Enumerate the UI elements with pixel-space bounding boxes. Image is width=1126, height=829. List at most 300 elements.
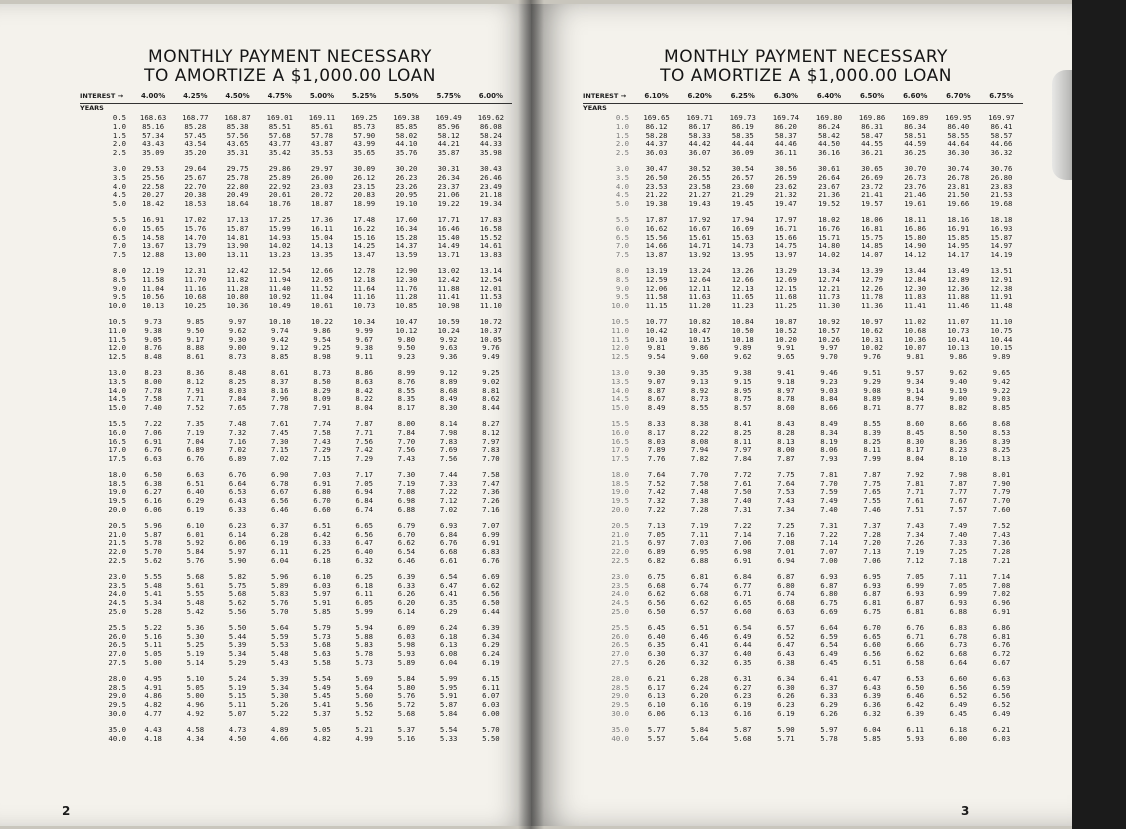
payment-cell: 17.87 [645, 214, 668, 224]
payment-cell: 15.87 [990, 232, 1013, 242]
payment-cell: 10.05 [479, 334, 502, 344]
payment-cell: 10.73 [947, 325, 970, 335]
payment-cell: 7.87 [949, 478, 968, 488]
years-cell: 7.5 [112, 250, 126, 260]
payment-cell: 12.06 [645, 283, 668, 293]
payment-cell: 5.71 [777, 733, 795, 743]
payment-cell: 13.24 [688, 265, 711, 275]
payment-cell: 7.87 [355, 418, 373, 428]
payment-cell: 6.81 [992, 631, 1011, 641]
payment-cell: 9.42 [992, 376, 1011, 386]
payment-cell: 44.42 [688, 139, 711, 149]
years-cell: 23.5 [108, 580, 126, 590]
table-row [80, 455, 512, 464]
payment-cell: 19.43 [688, 199, 711, 209]
payment-cell: 6.74 [777, 589, 795, 599]
payment-cell: 8.43 [777, 418, 795, 428]
payment-cell: 8.78 [777, 394, 795, 404]
payment-cell: 5.22 [270, 709, 289, 719]
payment-cell: 58.12 [437, 130, 460, 140]
payment-cell: 14.95 [947, 241, 970, 251]
payment-cell: 21.41 [861, 190, 884, 200]
payment-cell: 13.19 [645, 265, 668, 275]
payment-cell: 6.56 [992, 691, 1011, 701]
payment-cell: 8.25 [733, 427, 752, 437]
payment-cell: 10.75 [990, 325, 1013, 335]
payment-cell: 13.67 [142, 241, 165, 251]
years-cell: 24.5 [108, 598, 126, 608]
payment-cell: 6.38 [777, 658, 795, 668]
payment-cell: 15.75 [861, 232, 884, 242]
payment-cell: 7.75 [777, 469, 795, 479]
payment-cell: 6.59 [992, 682, 1011, 692]
payment-cell: 6.03 [397, 631, 416, 641]
payment-cell: 7.61 [906, 496, 924, 506]
payment-cell: 9.22 [992, 385, 1011, 395]
payment-cell: 6.26 [820, 709, 838, 719]
payment-cell: 7.58 [690, 478, 709, 488]
payment-cell: 58.55 [947, 130, 970, 140]
payment-cell: 7.08 [777, 538, 795, 548]
payment-cell: 8.55 [397, 385, 416, 395]
years-cell: 21.5 [611, 538, 629, 548]
years-cell: 26.5 [611, 640, 629, 650]
payment-cell: 6.30 [647, 649, 666, 659]
payment-cell: 5.26 [270, 700, 289, 710]
payment-cell: 6.63 [992, 673, 1011, 683]
payment-cell: 11.41 [437, 292, 460, 302]
payment-cell: 17.92 [688, 214, 711, 224]
payment-cell: 5.37 [313, 709, 331, 719]
payment-cell: 9.76 [482, 343, 500, 353]
payment-cell: 6.62 [647, 589, 666, 599]
payment-cell: 23.37 [437, 181, 460, 191]
payment-cell: 7.30 [270, 436, 289, 446]
payment-cell: 10.15 [688, 334, 711, 344]
payment-cell: 8.06 [820, 445, 838, 455]
payment-cell: 5.58 [313, 658, 331, 668]
payment-cell: 6.43 [777, 649, 795, 659]
payment-cell: 6.26 [777, 691, 795, 701]
payment-cell: 11.20 [688, 301, 711, 311]
payment-cell: 6.49 [733, 631, 752, 641]
payment-cell: 58.47 [861, 130, 884, 140]
payment-cell: 6.27 [733, 682, 752, 692]
payment-cell: 16.22 [353, 223, 376, 233]
payment-cell: 7.48 [228, 418, 247, 428]
payment-cell: 7.11 [690, 529, 709, 539]
payment-cell: 25.56 [142, 172, 165, 182]
payment-cell: 6.47 [777, 640, 795, 650]
payment-cell: 8.68 [992, 418, 1011, 428]
payment-cell: 6.88 [949, 607, 968, 617]
payment-cell: 19.38 [645, 199, 668, 209]
years-cell: 3.5 [615, 172, 629, 182]
payment-cell: 8.85 [992, 403, 1011, 413]
years-cell: 5.0 [615, 199, 629, 209]
payment-cell: 15.87 [226, 223, 249, 233]
payment-cell: 8.11 [863, 445, 881, 455]
payment-cell: 5.54 [439, 724, 458, 734]
payment-cell: 8.76 [397, 376, 416, 386]
payment-cell: 6.45 [820, 658, 838, 668]
table-row [583, 659, 1023, 668]
payment-cell: 5.72 [397, 700, 416, 710]
payment-cell: 86.20 [774, 121, 797, 131]
payment-cell: 6.16 [144, 496, 162, 506]
payment-cell: 44.55 [861, 139, 884, 149]
payment-cell: 9.12 [270, 343, 289, 353]
payment-cell: 11.07 [947, 316, 970, 326]
payment-cell: 11.73 [818, 292, 840, 302]
payment-cell: 12.30 [395, 274, 418, 284]
payment-cell: 8.55 [863, 418, 881, 428]
payment-cell: 10.22 [311, 316, 333, 326]
payment-cell: 35.09 [142, 148, 165, 158]
payment-cell: 16.46 [437, 223, 460, 233]
payment-cell: 85.96 [437, 121, 460, 131]
payment-cell: 13.95 [731, 250, 754, 260]
years-cell: 19.0 [108, 487, 126, 497]
interest-header: INTEREST → [80, 89, 132, 103]
payment-cell: 5.77 [647, 724, 666, 734]
payment-cell: 58.28 [645, 130, 668, 140]
years-cell: 13.5 [611, 376, 629, 386]
payment-cell: 36.21 [861, 148, 884, 158]
table-row [583, 557, 1023, 566]
payment-cell: 5.97 [820, 724, 838, 734]
payment-cell: 6.78 [270, 478, 289, 488]
payment-cell: 11.25 [774, 301, 797, 311]
payment-cell: 36.32 [990, 148, 1013, 158]
payment-cell: 8.29 [313, 385, 331, 395]
years-cell: 12.0 [108, 343, 126, 353]
payment-cell: 6.26 [647, 658, 666, 668]
years-cell: 2.0 [112, 139, 126, 149]
payment-cell: 86.12 [645, 121, 668, 131]
payment-cell: 6.39 [482, 622, 500, 632]
payment-cell: 12.66 [311, 265, 333, 275]
years-cell: 2.0 [615, 139, 629, 149]
payment-cell: 6.81 [690, 571, 709, 581]
payment-cell: 7.90 [992, 478, 1011, 488]
payment-cell: 6.91 [992, 607, 1011, 617]
years-cell: 5.0 [112, 199, 126, 209]
years-cell: 5.5 [615, 214, 629, 224]
payment-cell: 17.02 [184, 214, 207, 224]
payment-cell: 6.37 [690, 649, 709, 659]
payment-cell: 6.57 [690, 607, 709, 617]
payment-cell: 6.90 [270, 469, 289, 479]
payment-cell: 7.87 [863, 469, 881, 479]
payment-cell: 9.02 [482, 376, 500, 386]
payment-cell: 7.29 [355, 454, 373, 464]
payment-cell: 9.63 [439, 343, 458, 353]
payment-cell: 30.61 [818, 163, 840, 173]
payment-cell: 14.61 [479, 241, 502, 251]
years-cell: 2.5 [112, 148, 126, 158]
years-cell: 35.0 [108, 724, 126, 734]
payment-cell: 8.48 [144, 352, 162, 362]
payment-cell: 7.81 [820, 469, 838, 479]
years-cell: 7.0 [112, 241, 126, 251]
payment-cell: 9.38 [144, 325, 162, 335]
payment-cell: 8.22 [355, 394, 373, 404]
years-cell: 20.0 [108, 505, 126, 515]
payment-cell: 7.71 [355, 427, 373, 437]
payment-cell: 7.02 [992, 589, 1011, 599]
payment-cell: 9.57 [906, 367, 924, 377]
payment-cell: 43.87 [311, 139, 333, 149]
payment-cell: 6.63 [144, 454, 162, 464]
title-line-2: TO AMORTIZE A $1,000.00 LOAN [660, 66, 952, 86]
payment-cell: 8.03 [228, 385, 247, 395]
payment-cell: 10.50 [731, 325, 754, 335]
payment-cell: 6.31 [733, 673, 752, 683]
payment-cell: 26.59 [774, 172, 797, 182]
payment-cell: 29.86 [268, 163, 291, 173]
payment-cell: 6.95 [863, 571, 881, 581]
payment-cell: 6.83 [482, 547, 500, 557]
payment-cell: 36.09 [731, 148, 754, 158]
years-cell: 9.5 [615, 292, 629, 302]
years-cell: 25.5 [611, 622, 629, 632]
payment-cell: 15.61 [688, 232, 711, 242]
payment-cell: 6.38 [144, 478, 162, 488]
years-cell: 1.5 [112, 130, 126, 140]
payment-cell: 5.62 [144, 556, 162, 566]
payment-cell: 7.43 [313, 436, 331, 446]
payment-cell: 5.44 [228, 631, 247, 641]
payment-cell: 14.93 [268, 232, 291, 242]
payment-cell: 169.65 [643, 113, 670, 122]
payment-cell: 57.68 [268, 130, 291, 140]
payment-cell: 35.42 [268, 148, 291, 158]
payment-cell: 58.02 [395, 130, 418, 140]
payment-cell: 9.85 [186, 316, 205, 326]
payment-cell: 7.20 [863, 538, 881, 548]
payment-cell: 6.93 [906, 589, 924, 599]
payment-cell: 9.89 [733, 343, 752, 353]
payment-cell: 10.82 [688, 316, 711, 326]
payment-cell: 6.29 [820, 700, 838, 710]
payment-cell: 8.97 [777, 385, 795, 395]
payment-cell: 7.52 [647, 478, 666, 488]
payment-cell: 8.37 [270, 376, 289, 386]
payment-cell: 4.58 [186, 724, 205, 734]
payment-cell: 44.37 [645, 139, 668, 149]
payment-cell: 8.25 [228, 376, 247, 386]
payment-cell: 15.85 [947, 232, 970, 242]
payment-cell: 11.04 [142, 283, 165, 293]
payment-cell: 13.90 [226, 241, 249, 251]
table-row [80, 557, 512, 566]
payment-cell: 36.16 [818, 148, 840, 158]
payment-cell: 7.05 [906, 571, 924, 581]
payment-cell: 9.07 [647, 376, 666, 386]
payment-cell: 8.66 [820, 403, 838, 413]
payment-cell: 6.69 [820, 607, 838, 617]
payment-cell: 7.40 [733, 496, 752, 506]
payment-cell: 9.50 [397, 343, 416, 353]
payment-cell: 11.10 [479, 301, 502, 311]
payment-cell: 14.90 [904, 241, 927, 251]
payment-cell: 6.21 [647, 673, 666, 683]
payment-cell: 19.47 [774, 199, 797, 209]
payment-cell: 14.07 [861, 250, 884, 260]
payment-cell: 6.70 [397, 529, 416, 539]
payment-cell: 22.70 [184, 181, 207, 191]
payment-cell: 9.50 [186, 325, 205, 335]
payment-cell: 43.99 [353, 139, 376, 149]
payment-cell: 9.62 [949, 367, 968, 377]
payment-cell: 8.17 [906, 445, 924, 455]
payment-cell: 7.60 [992, 505, 1011, 515]
payment-cell: 6.33 [228, 505, 247, 515]
payment-cell: 7.45 [270, 427, 289, 437]
payment-cell: 18.11 [904, 214, 927, 224]
payment-cell: 11.23 [731, 301, 754, 311]
payment-cell: 43.54 [184, 139, 207, 149]
payment-cell: 12.84 [904, 274, 927, 284]
payment-cell: 7.00 [820, 556, 838, 566]
payment-cell: 169.38 [393, 113, 420, 122]
payment-cell: 19.61 [904, 199, 927, 209]
payment-cell: 6.61 [439, 556, 458, 566]
payment-cell: 7.19 [690, 520, 709, 530]
years-cell: 7.5 [615, 250, 629, 260]
payment-cell: 85.51 [268, 121, 291, 131]
payment-cell: 7.12 [439, 496, 458, 506]
payment-cell: 8.73 [690, 394, 709, 404]
payment-cell: 14.13 [311, 241, 333, 251]
payment-cell: 26.57 [731, 172, 754, 182]
payment-cell: 6.75 [820, 598, 838, 608]
payment-cell: 7.14 [733, 529, 752, 539]
payment-cell: 7.83 [439, 436, 458, 446]
rate-header: 6.20% [678, 89, 721, 103]
rate-header: 6.50% [851, 89, 894, 103]
payment-cell: 6.68 [439, 547, 458, 557]
payment-cell: 169.62 [477, 113, 505, 122]
payment-cell: 6.60 [733, 607, 752, 617]
payment-cell: 5.07 [228, 709, 247, 719]
payment-cell: 10.10 [645, 334, 668, 344]
payment-cell: 8.95 [733, 385, 752, 395]
payment-cell: 9.92 [439, 334, 458, 344]
payment-cell: 6.06 [144, 505, 162, 515]
payment-cell: 6.41 [820, 673, 838, 683]
payment-cell: 9.13 [690, 376, 709, 386]
payment-cell: 11.58 [142, 274, 165, 284]
years-cell: 14.5 [108, 394, 126, 404]
payment-cell: 7.67 [949, 496, 968, 506]
payment-cell: 5.48 [144, 580, 162, 590]
payment-cell: 6.84 [355, 496, 373, 506]
payment-cell: 12.36 [947, 283, 970, 293]
payment-cell: 7.97 [733, 445, 752, 455]
payment-cell: 7.97 [482, 436, 500, 446]
payment-cell: 43.43 [142, 139, 165, 149]
payment-cell: 18.02 [818, 214, 840, 224]
payment-cell: 7.76 [647, 454, 666, 464]
payment-cell: 4.66 [270, 733, 289, 743]
payment-cell: 7.13 [647, 520, 666, 530]
payment-cell: 22.58 [142, 181, 165, 191]
payment-cell: 11.15 [645, 301, 668, 311]
payment-cell: 30.65 [861, 163, 884, 173]
payment-cell: 10.97 [861, 316, 884, 326]
years-cell: 28.5 [611, 682, 629, 692]
payment-cell: 36.30 [947, 148, 970, 158]
payment-cell: 7.16 [228, 436, 247, 446]
payment-cell: 6.57 [777, 622, 795, 632]
payment-cell: 169.25 [351, 113, 378, 122]
payment-cell: 10.52 [774, 325, 797, 335]
rate-header: 6.25% [721, 89, 764, 103]
payment-cell: 8.73 [228, 352, 247, 362]
payment-cell: 6.51 [186, 478, 205, 488]
payment-cell: 14.17 [947, 250, 970, 260]
years-cell: 16.0 [108, 427, 126, 437]
payment-cell: 7.44 [439, 469, 458, 479]
payment-cell: 7.70 [820, 478, 838, 488]
payment-cell: 25.78 [226, 172, 249, 182]
payment-cell: 7.98 [949, 469, 968, 479]
payment-cell: 20.72 [311, 190, 333, 200]
years-cell: 6.0 [112, 223, 126, 233]
payment-cell: 5.68 [228, 589, 247, 599]
payment-cell: 6.80 [313, 487, 331, 497]
payment-cell: 9.74 [270, 325, 289, 335]
payment-cell: 19.68 [990, 199, 1013, 209]
payment-cell: 9.91 [777, 343, 795, 353]
payment-cell: 29.64 [184, 163, 207, 173]
payment-cell: 6.56 [482, 589, 500, 599]
years-cell: 22.0 [108, 547, 126, 557]
payment-cell: 8.03 [647, 436, 666, 446]
payment-cell: 11.83 [904, 292, 927, 302]
payment-cell: 12.59 [645, 274, 668, 284]
payment-cell: 8.38 [690, 418, 709, 428]
payment-cell: 9.86 [313, 325, 331, 335]
payment-cell: 5.62 [228, 598, 247, 608]
years-cell: 2.5 [615, 148, 629, 158]
payment-cell: 5.75 [228, 580, 247, 590]
payment-cell: 6.21 [992, 724, 1011, 734]
payment-cell: 7.03 [313, 469, 331, 479]
payment-cell: 9.25 [482, 367, 500, 377]
years-cell: 8.5 [112, 274, 126, 284]
payment-cell: 10.25 [184, 301, 207, 311]
payment-cell: 12.15 [774, 283, 797, 293]
payment-cell: 13.35 [311, 250, 333, 260]
payment-cell: 29.53 [142, 163, 165, 173]
payment-cell: 9.65 [992, 367, 1011, 377]
years-cell: 27.0 [611, 649, 629, 659]
payment-cell: 7.26 [482, 496, 500, 506]
payment-cell: 5.78 [820, 733, 838, 743]
payment-cell: 7.06 [733, 538, 752, 548]
payment-cell: 11.68 [774, 292, 797, 302]
payment-cell: 13.49 [947, 265, 970, 275]
payment-cell: 9.46 [820, 367, 838, 377]
payment-cell: 8.60 [777, 403, 795, 413]
payment-cell: 5.19 [228, 682, 247, 692]
payment-cell: 23.15 [353, 181, 376, 191]
payment-cell: 6.80 [777, 580, 795, 590]
years-cell: 28.0 [108, 673, 126, 683]
